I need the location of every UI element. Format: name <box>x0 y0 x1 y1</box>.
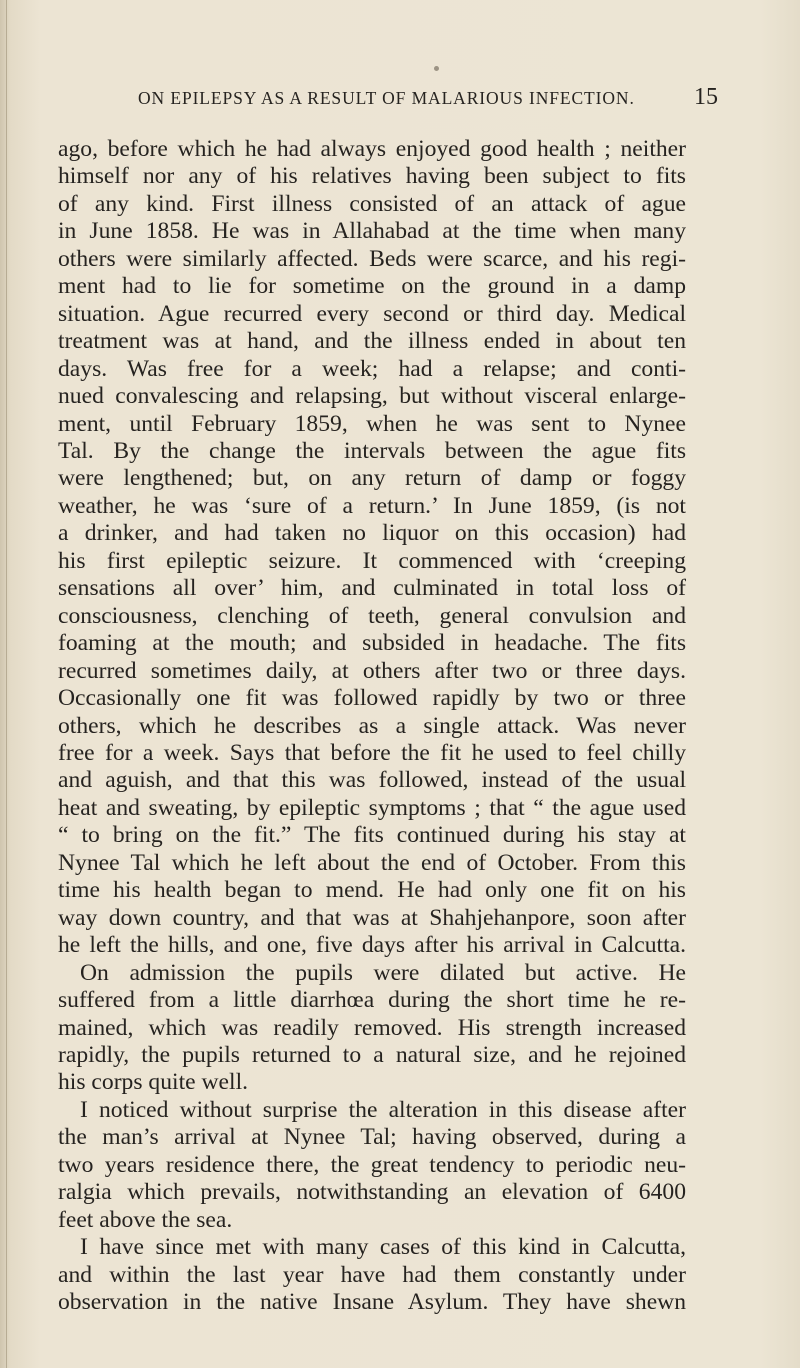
text-line: I noticed without surprise the alteration in this disease after <box>80 1096 686 1123</box>
text-line: a drinker, and had taken no liquor on this occasion) had <box>58 520 686 547</box>
text-line: the man’s arrival at Nynee Tal; having observed, during a <box>58 1124 686 1151</box>
text-line: time his health began to mend. He had only one fit on his <box>58 877 686 904</box>
text-line: recurred sometimes daily, at others after two or three days. <box>58 657 686 684</box>
text-line: he left the hills, and one, five days after his arrival in Calcutta. <box>58 932 686 959</box>
text-line: ralgia which prevails, notwithstanding an elevation of 6400 <box>58 1179 686 1206</box>
text-line: rapidly, the pupils returned to a natural size, and he rejoined <box>58 1041 686 1068</box>
text-line: I have since met with many cases of this kind in Calcutta, <box>80 1234 686 1261</box>
text-line: “ to bring on the fit.” The fits continued during his stay at <box>58 822 686 849</box>
text-line: Nynee Tal which he left about the end of October. From this <box>58 849 686 876</box>
text-line: Occasionally one fit was followed rapidly by two or three <box>58 685 686 712</box>
text-line: observation in the native Insane Asylum. They have shewn <box>58 1289 686 1316</box>
text-line: foaming at the mouth; and subsided in headache. The fits <box>58 630 686 657</box>
text-line: himself nor any of his relatives having been subject to fits <box>58 163 686 190</box>
text-line: Tal. By the change the intervals between the ague fits <box>58 437 686 464</box>
running-head <box>138 84 718 111</box>
text-line: On admission the pupils were dilated but active. He <box>80 959 686 986</box>
text-line: suffered from a little diarrhœa during the short time he re- <box>58 987 686 1014</box>
text-line: free for a week. Says that before the fit he used to feel chilly <box>58 739 686 766</box>
text-line: others, which he describes as a single attack. Was never <box>58 712 686 739</box>
running-head-title: ON EPILEPSY AS A RESULT OF MALARIOUS INFECTION. <box>138 88 635 108</box>
text-line: nued convalescing and relapsing, but without visceral enlarge- <box>58 383 686 410</box>
text-line: his corps quite well. <box>58 1069 249 1096</box>
text-line: treatment was at hand, and the illness ended in about ten <box>58 328 686 355</box>
text-line: situation. Ague recurred every second or third day. Medical <box>58 300 686 327</box>
text-line: and aguish, and that this was followed, instead of the usual <box>58 767 686 794</box>
text-line: ago, before which he had always enjoyed good health ; neither <box>58 136 686 162</box>
body-text <box>58 136 686 1316</box>
text-line: in June 1858. He was in Allahabad at the time when many <box>58 218 686 245</box>
text-line: feet above the sea. <box>58 1206 233 1233</box>
text-line: ment had to lie for sometime on the ground in a damp <box>58 273 686 300</box>
text-line: and within the last year have had them constantly under <box>58 1261 686 1288</box>
ink-speck <box>434 66 439 71</box>
text-line: sensations all over’ him, and culminated in total loss of <box>58 575 686 602</box>
text-line: ment, until February 1859, when he was sent to Nynee <box>58 410 686 437</box>
text-line: of any kind. First illness consisted of an attack of ague <box>58 190 686 217</box>
text-line: his first epileptic seizure. It commenced with ‘creeping <box>58 547 686 574</box>
text-line: others were similarly affected. Beds were scarce, and his regi- <box>58 245 686 272</box>
text-line: weather, he was ‘sure of a return.’ In June 1859, (is not <box>58 492 686 519</box>
text-line: two years residence there, the great tendency to periodic neu- <box>58 1151 686 1178</box>
text-line: way down country, and that was at Shahjehanpore, soon after <box>58 904 686 931</box>
text-line: consciousness, clenching of teeth, general convulsion and <box>58 602 686 629</box>
text-line: heat and sweating, by epileptic symptoms ; that “ the ague used <box>58 794 686 821</box>
text-line: days. Was free for a week; had a relapse; and conti- <box>58 355 686 382</box>
text-line: mained, which was readily removed. His strength increased <box>58 1014 686 1041</box>
text-line: were lengthened; but, on any return of damp or foggy <box>58 465 686 492</box>
page-edge <box>6 0 7 1368</box>
page-number: 15 <box>694 84 718 110</box>
